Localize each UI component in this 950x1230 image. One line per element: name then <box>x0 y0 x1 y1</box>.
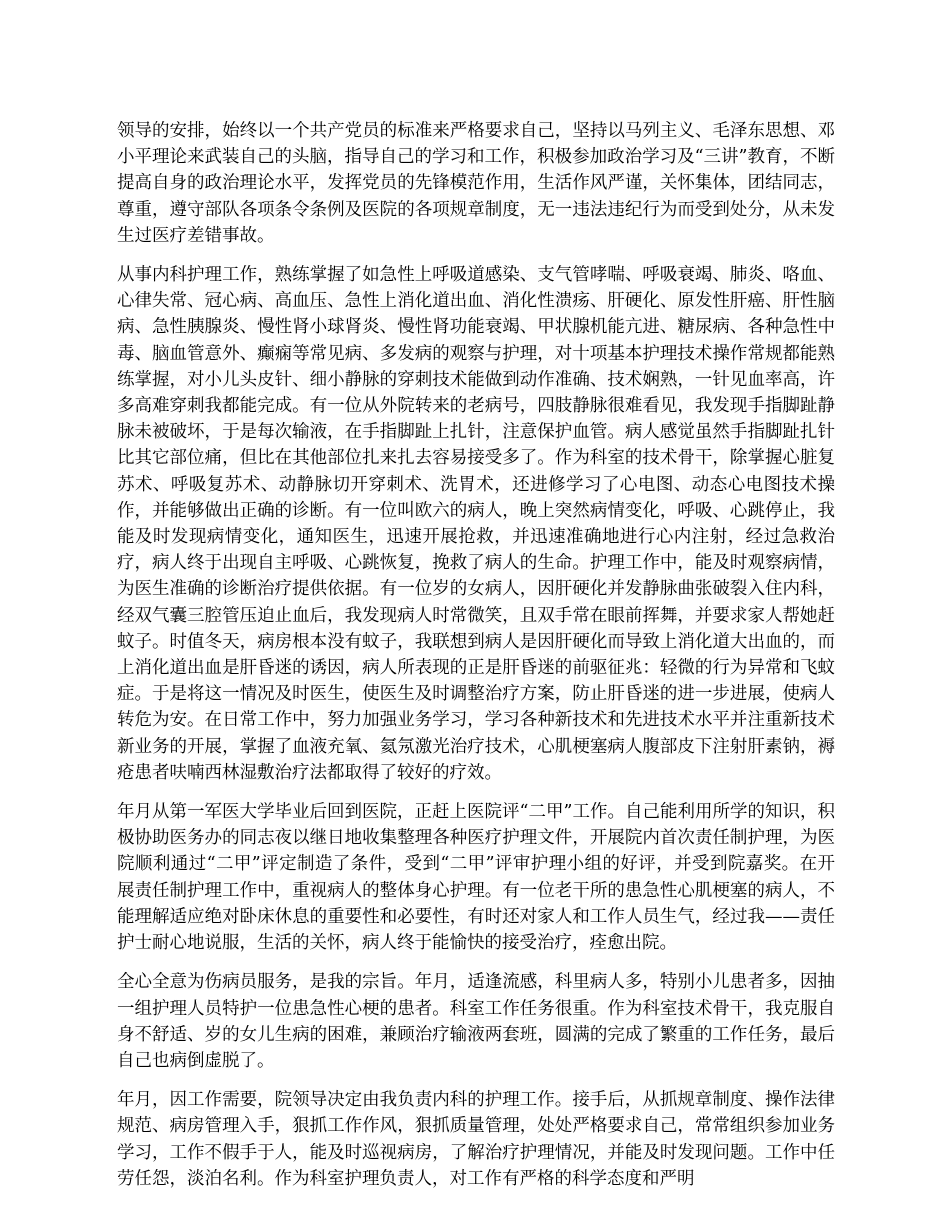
paragraph-1: 领导的安排，始终以一个共产党员的标准来严格要求自己，坚持以马列主义、毛泽东思想、邓小平理论来武装自己的头脑，指导自己的学习和工作，积极参加政治学习及“三讲”教育，不断提高自身的政治理论水平，发挥党员的先锋模范作用，生活作风严谨，关怀集体，团结同志，尊重，遵守部队各项条令条例及医院的各项规章制度，无一违法违纪行为而受到处分，从未发生过医疗差错事故。 <box>117 121 835 246</box>
paragraph-4: 全心全意为伤病员服务，是我的宗旨。年月，适逢流感，科里病人多，特别小儿患者多，因抽一组护理人员特护一位患急性心梗的患者。科室工作任务很重。作为科室技术骨干，我克服自身不舒适、岁的女儿生病的困难，兼顾治疗输液两套班，圆满的完成了繁重的工作任务，最后自己也病倒虚脱了。 <box>117 972 835 1071</box>
paragraph-2: 从事内科护理工作，熟练掌握了如急性上呼吸道感染、支气管哮喘、呼吸衰竭、肺炎、咯血、心律失常、冠心病、高血压、急性上消化道出血、消化性溃疡、肝硬化、原发性肝癌、肝性脑病、急性胰腺炎、慢性肾小球肾炎、慢性肾功能衰竭、甲状腺机能亢进、糖尿病、各种急性中毒、脑血管意外、癫痫等常见病、多发病的观察与护理，对十项基本护理技术操作常规都能熟练掌握，对小儿头皮针、细小静脉的穿刺技术能做到动作准确、技术娴熟，一针见血率高，许多高难穿刺我都能完成。有一位从外院转来的老病号，四肢静脉很难看见，我发现手指脚趾静脉未被破坏，于是每次输液，在手指脚趾上扎针，注意保护血管。病人感觉虽然手指脚趾扎针比其它部位痛，但比在其他部位扎来扎去容易接受多了。作为科室的技术骨干，除掌握心脏复苏术、呼吸复苏术、动静脉切开穿刺术、洗胃术，还进修学习了心电图、动态心电图技术操作，并能够做出正确的诊断。有一位叫欧六的病人，晚上突然病情变化，呼吸、心跳停止，我能及时发现病情变化，通知医生，迅速开展抢救，并迅速准确地进行心内注射，经过急救治疗，病人终于出现自主呼吸、心跳恢复，挽救了病人的生命。护理工作中，能及时观察病情，为医生准确的诊断治疗提供依据。有一位岁的女病人，因肝硬化并发静脉曲张破裂入住内科，经双气囊三腔管压迫止血后，我发现病人时常微笑，且双手常在眼前挥舞，并要求家人帮她赶蚊子。时值冬天，病房根本没有蚊子，我联想到病人是因肝硬化而导致上消化道大出血的，而上消化道出血是肝昏迷的诱因，病人所表现的正是肝昏迷的前驱征兆：轻微的行为异常和飞蚊症。于是将这一情况及时医生，使医生及时调整治疗方案，防止肝昏迷的进一步进展，使病人转危为安。在日常工作中，努力加强业务学习，学习各种新技术和先进技术水平并注重新技术新业务的开展，掌握了血液充氧、氦氖激光治疗技术，心肌梗塞病人腹部皮下注射肝素钠，褥疮患者呋喃西林湿敷治疗法都取得了较好的疗效。 <box>117 265 835 783</box>
paragraph-3: 年月从第一军医大学毕业后回到医院，正赶上医院评“二甲”工作。自己能利用所学的知识，积极协助医务办的同志夜以继日地收集整理各种医疗护理文件，开展院内首次责任制护理，为医院顺利通过“二甲”评定制造了条件，受到“二甲”评审护理小组的好评，并受到院嘉奖。在开展责任制护理工作中，重视病人的整体身心护理。有一位老干所的患急性心肌梗塞的病人，不能理解适应绝对卧床休息的重要性和必要性，有时还对家人和工作人员生气，经过我——责任护士耐心地说服，生活的关怀，病人终于能愉快的接受治疗，痊愈出院。 <box>117 802 835 954</box>
paragraph-5: 年月，因工作需要，院领导决定由我负责内科的护理工作。接手后，从抓规章制度、操作法律规范、病房管理入手，狠抓工作作风，狠抓质量管理，处处严格要求自己，常常组织参加业务学习，工作不假手于人，能及时巡视病房，了解治疗护理情况，并能及时发现问题。工作中任劳任怨，淡泊名利。作为科室护理负责人，对工作有严格的科学态度和严明 <box>117 1090 835 1189</box>
document-body <box>117 118 835 1205</box>
